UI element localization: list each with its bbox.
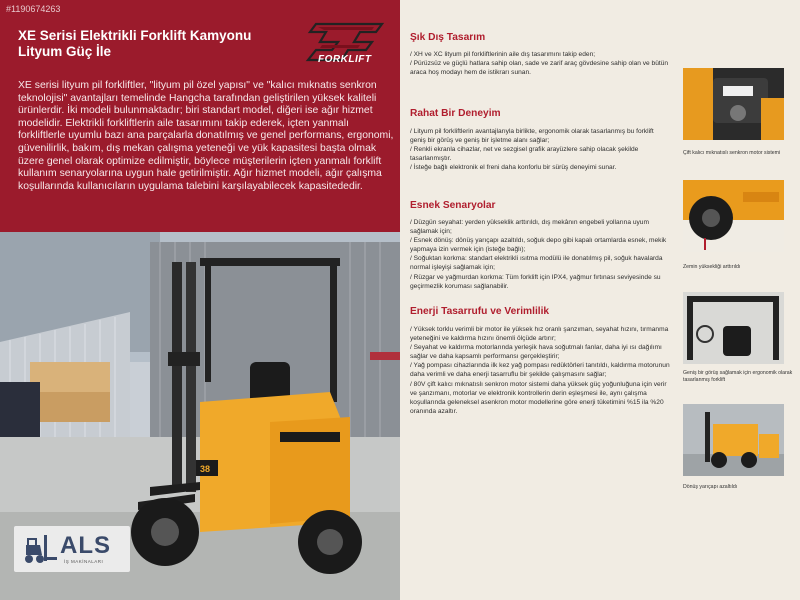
thumbnail-ergonomic xyxy=(683,292,784,364)
forklift-icon xyxy=(20,529,60,569)
brand-logo-text: FORKLIFT xyxy=(318,54,372,65)
thumbnail-caption-turning-radius: Dönüş yarıçapı azaltıldı xyxy=(683,484,738,490)
thumbnail-turning-radius xyxy=(683,404,784,476)
section-title-scenarios: Esnek Senaryolar xyxy=(410,200,496,211)
thumbnail-ground-clearance xyxy=(683,180,784,252)
page-title: XE Serisi Elektrikli Forklift Kamyonu Lityum Güç İle xyxy=(18,28,252,59)
section-body-efficiency: / Yüksek torklu verimli bir motor ile yüksek hız oranlı şanzıman, seyahat hızını, tırmanma yeteneğini ve kaldırma hızını önemli ölçüde artırır; / Seyahat ve kaldırma motorlarında yerleşik hava soğutmalı fanlar, daha iyi ısı dağılımı sağlar ve daha kapsamlı performansı gerçekleştirir; / Yağ pompası cihazlarında ilk kez yağ pompası redüktörleri tanıtıldı, kaldırma motorunun daha verimli ve daha enerji tasarruflu bir şekilde çalışmasını sağlar; / 80V çift kalıcı mıknatıslı senkron motor sistemi daha yüksek güç yoğunluğuna için verir ve şanzımanı, motorlar ve elektronik kontrollerin derin eşleşmesi ile, aynı çalışma koşullarında geleneksel asenkron motor modellerine göre enerji tüketimini %15 ila %20 oranında azaltır. xyxy=(410,326,670,415)
section-body-comfort: / Lityum pil forkliftlerin avantajlarıyla birlikte, ergonomik olarak tasarlanmış bu forklift geniş bir görüş ve geniş bir işletme alanı sağlar; / Renkli ekranla cihazlar, net ve sezgisel grafik arayüzlere sahip olacak şekilde tasarlanmıştır. / İsteğe bağlı elektronik el freni daha konforlu bir sürüş deneyimi sunar. xyxy=(410,128,654,172)
section-title-design: Şık Dış Tasarım xyxy=(410,32,486,43)
section-title-efficiency: Enerji Tasarrufu ve Verimlilik xyxy=(410,306,550,317)
thumbnail-caption-motor: Çift kalıcı mıknatıslı senkron motor sistemi xyxy=(683,150,781,156)
als-logo xyxy=(14,526,130,572)
section-body-design: / XH ve XC lityum pil forkliftlerinin aile dış tasarımını takip eden; / Pürüzsüz ve güçlü hatlara sahip olan, sade ve zarif araç gövdesine sahip olan ve bütün araca hoş modayı hem de istikrarı sunan. xyxy=(410,51,669,77)
section-body-scenarios: / Düzgün seyahat: yerden yükseklik arttırıldı, dış mekânın engebeli yollarına uyum sağlamak için; / Esnek dönüş: dönüş yarıçapı azaltıldı, soğuk depo gibi kapalı ortamlarda esnek, mekik yapmaya izin vermek için (isteğe bağlı); / Soğuktan korkma: standart elektrikli ısıtma modülü ile donatılmış pil, soğuk havalarda normal işleyişi sağlamak için; / Rüzgar ve yağmurdan korkma: Tüm forklift için IPX4, yağmur fırtınası seviyesinde su geçirmezlik koruması sağlanabilir. xyxy=(410,219,667,290)
section-title-comfort: Rahat Bir Deneyim xyxy=(410,108,501,119)
forklift-badge-number: 38 xyxy=(200,464,211,474)
intro-paragraph: XE serisi lityum pil forkliftler, "lityum pil özel yapısı" ve "kalıcı mıknatıs senkron teknolojisi" avantajları temelinde Hangcha tarafından geliştirilen yüksek kaliteli ürünlerdir. İki modeli bulunmaktadır; biri standart model, diğeri ise ağır hizmet modelidir. Elektrikli forkliftlerin aile tasarımını takip ederek, içten yanmalı forkliftlerle uyumlu bazı ana parçalarla donatılmış ve genel performans, ergonomi, güvenilirlik, bakım, dış mekan çalışma yeteneği ve yük kapasitesi başta olmak üzere genel olarak optimize edilmiştir, böylece müşterilerin içten yanmalı forklift kullanım senaryolarına uygun hale getirilmiştir. Ağır hizmet modeli, ağır çalışma koşullarında kullanıcıların uygulama talebini karşılayabilecek kapasitededir. xyxy=(18,80,394,192)
als-logo-text: ALS xyxy=(60,532,111,559)
als-logo-subtitle: İŞ MAKİNALARI xyxy=(64,559,104,564)
thumbnail-caption-ground-clearance: Zemin yüksekliği arttırıldı xyxy=(683,264,741,270)
thumbnail-motor xyxy=(683,68,784,140)
listing-id: #1190674263 xyxy=(6,4,61,14)
thumbnail-caption-ergonomic: Geniş bir görüş sağlamak için ergonomik olarak tasarlanmış forklift xyxy=(683,370,793,383)
brand-logo xyxy=(302,20,390,66)
